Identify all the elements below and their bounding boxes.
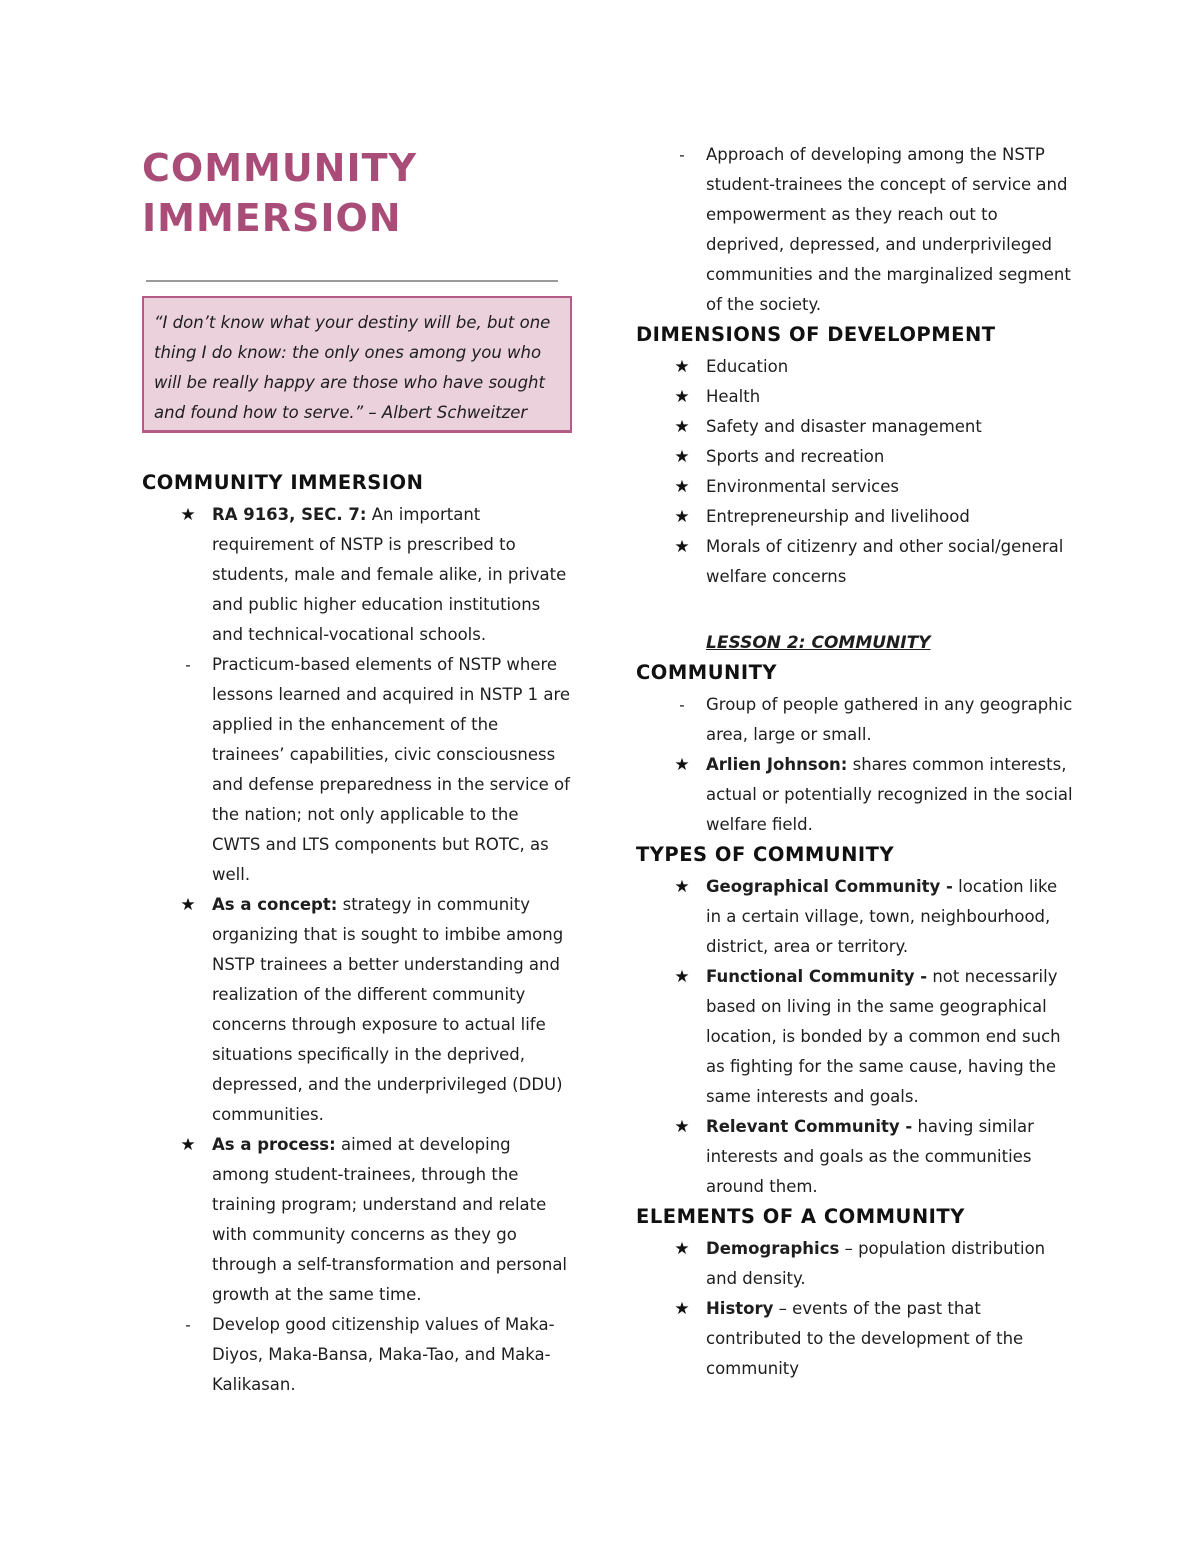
section-heading: DIMENSIONS OF DEVELOPMENT xyxy=(636,323,996,346)
item-bold: Relevant Community - xyxy=(706,1117,913,1136)
star-bullet-icon: ★ xyxy=(674,417,690,437)
item-text: strategy in community organizing that is sought to imbibe among NSTP trainees a better understanding and realization of the different community concerns through exposure to actual life situations specifically in the deprived, depressed, and the underprivileged (DDU) communities. xyxy=(212,895,564,1124)
list-item xyxy=(636,502,1076,532)
list-item xyxy=(142,650,572,890)
item-text: – population distribution and density. xyxy=(706,1239,1046,1288)
title-line-2: IMMERSION xyxy=(142,196,402,240)
star-bullet-icon: ★ xyxy=(674,1117,690,1137)
section-heading: COMMUNITY xyxy=(636,661,778,684)
item-bold: Geographical Community - xyxy=(706,877,953,896)
star-bullet-icon: ★ xyxy=(180,895,196,915)
item-text: Entrepreneurship and livelihood xyxy=(706,507,970,526)
list-item xyxy=(636,382,1076,412)
list-item xyxy=(636,412,1076,442)
star-bullet-icon: ★ xyxy=(674,357,690,377)
section-heading: TYPES OF COMMUNITY xyxy=(636,843,895,866)
list-item xyxy=(142,890,572,1130)
star-bullet-icon: ★ xyxy=(180,1135,196,1155)
item-text: Health xyxy=(706,387,761,406)
list-item xyxy=(636,1112,1076,1202)
item-text: – events of the past that contributed to the development of the community xyxy=(706,1299,1024,1378)
list-item xyxy=(142,500,572,650)
dash-bullet-icon: - xyxy=(679,146,685,164)
star-bullet-icon: ★ xyxy=(674,387,690,407)
star-bullet-icon: ★ xyxy=(674,755,690,775)
item-text: Sports and recreation xyxy=(706,447,885,466)
item-text: Group of people gathered in any geographic area, large or small. xyxy=(706,695,1073,744)
title-line-1: COMMUNITY xyxy=(142,146,418,190)
star-bullet-icon: ★ xyxy=(674,1299,690,1319)
quote-text: “I don’t know what your destiny will be, but one thing I do know: the only ones among you who will be really happy are those who have sought and found how to serve.” – Albert Schweitzer xyxy=(154,313,551,422)
item-bold: As a concept: xyxy=(212,895,338,914)
list-item xyxy=(636,872,1076,962)
item-text: Morals of citizenry and other social/general welfare concerns xyxy=(706,537,1064,586)
item-text: Approach of developing among the NSTP student-trainees the concept of service and empowerment as they reach out to deprived, depressed, and underprivileged communities and the marginalized segment of the society. xyxy=(706,145,1071,314)
list-item xyxy=(636,352,1076,382)
page-title xyxy=(142,143,572,243)
star-bullet-icon: ★ xyxy=(674,877,690,897)
right-column xyxy=(636,140,1076,1384)
list-item xyxy=(142,1310,572,1400)
item-text: shares common interests, actual or potentially recognized in the social welfare field. xyxy=(706,755,1073,834)
title-divider xyxy=(146,280,558,282)
item-text: Safety and disaster management xyxy=(706,417,982,436)
item-bold: Functional Community - xyxy=(706,967,928,986)
star-bullet-icon: ★ xyxy=(674,447,690,467)
dash-bullet-icon: - xyxy=(679,696,685,714)
item-text: An important requirement of NSTP is prescribed to students, male and female alike, in private and public higher education institutions and technical-vocational schools. xyxy=(212,505,567,644)
item-text: having similar interests and goals as the communities around them. xyxy=(706,1117,1034,1196)
lesson-heading: LESSON 2: COMMUNITY xyxy=(706,633,931,653)
list-item xyxy=(636,690,1076,750)
item-text: Practicum-based elements of NSTP where lessons learned and acquired in NSTP 1 are applied in the enhancement of the trainees’ capabilities, civic consciousness and defense preparedness in the service of the nation; not only applicable to the CWTS and LTS components but ROTC, as well. xyxy=(212,655,571,884)
star-bullet-icon: ★ xyxy=(180,505,196,525)
section-heading: COMMUNITY IMMERSION xyxy=(142,471,424,494)
list-item xyxy=(142,1130,572,1310)
dash-bullet-icon: - xyxy=(185,656,191,674)
item-bold: As a process: xyxy=(212,1135,336,1154)
star-bullet-icon: ★ xyxy=(674,967,690,987)
quote-box xyxy=(142,296,572,433)
list-item xyxy=(636,750,1076,840)
list-item xyxy=(636,962,1076,1112)
item-bold: Arlien Johnson: xyxy=(706,755,848,774)
list-item xyxy=(636,442,1076,472)
item-text: Education xyxy=(706,357,789,376)
list-item xyxy=(636,1294,1076,1384)
star-bullet-icon: ★ xyxy=(674,477,690,497)
section-community-immersion xyxy=(142,468,572,1400)
list-item xyxy=(636,532,1076,592)
item-bold: Demographics xyxy=(706,1239,840,1258)
item-bold: RA 9163, SEC. 7: xyxy=(212,505,367,524)
left-column xyxy=(142,143,572,1394)
list-item xyxy=(636,1234,1076,1294)
item-text: aimed at developing among student-trainees, through the training program; understand and relate with community concerns as they go through a self-transformation and personal growth at the same time. xyxy=(212,1135,568,1304)
item-text: Environmental services xyxy=(706,477,899,496)
dash-bullet-icon: - xyxy=(185,1316,191,1334)
item-text: Develop good citizenship values of Maka-Diyos, Maka-Bansa, Maka-Tao, and Maka-Kalikasan. xyxy=(212,1315,555,1394)
item-text: location like in a certain village, town, neighbourhood, district, area or territory. xyxy=(706,877,1058,956)
list-item xyxy=(636,472,1076,502)
star-bullet-icon: ★ xyxy=(674,1239,690,1259)
item-bold: History xyxy=(706,1299,774,1318)
item-text: not necessarily based on living in the same geographical location, is bonded by a common end such as fighting for the same cause, having the same interests and goals. xyxy=(706,967,1061,1106)
star-bullet-icon: ★ xyxy=(674,537,690,557)
section-heading: ELEMENTS OF A COMMUNITY xyxy=(636,1205,965,1228)
list-item xyxy=(636,140,1076,320)
star-bullet-icon: ★ xyxy=(674,507,690,527)
